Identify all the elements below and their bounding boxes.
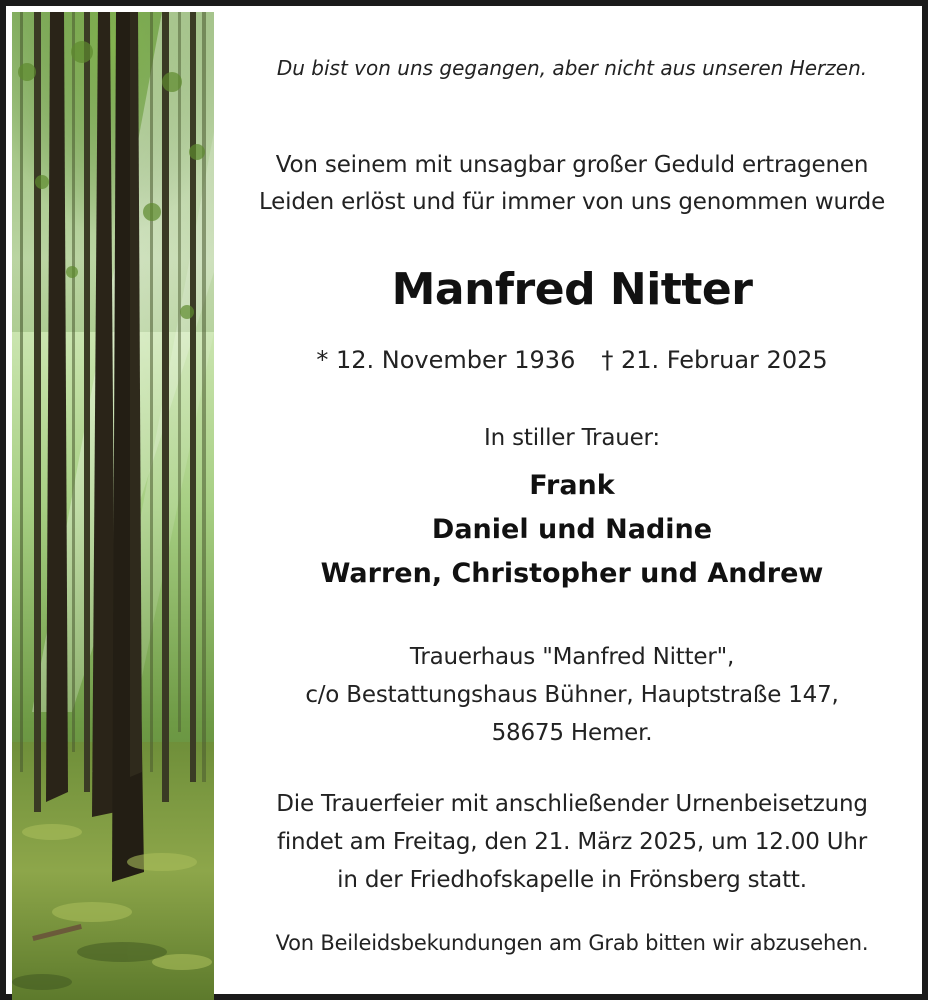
- mourner-name: Warren, Christopher und Andrew: [320, 558, 824, 589]
- intro-line-2: Leiden erlöst und für immer von uns genommen wurde: [258, 189, 886, 215]
- intro-line-1: Von seinem mit unsagbar großer Geduld ertragenen: [275, 152, 869, 178]
- mourner-name: Daniel und Nadine: [431, 514, 713, 545]
- service-line-3: in der Friedhofskapelle in Frönsberg statt.: [337, 867, 807, 893]
- deceased-name: Manfred Nitter: [391, 264, 753, 315]
- address-line-3: 58675 Hemer.: [491, 720, 653, 746]
- service-line-2: findet am Freitag, den 21. März 2025, um 12.00 Uhr: [276, 829, 868, 855]
- forest-illustration: [12, 12, 214, 1000]
- address-line-1: Trauerhaus "Manfred Nitter",: [409, 644, 735, 670]
- obituary-text: [216, 12, 928, 1000]
- address-line-2: c/o Bestattungshaus Bühner, Hauptstraße 147,: [305, 682, 839, 708]
- mourner-name: Frank: [529, 470, 615, 501]
- death-date: † 21. Februar 2025: [601, 346, 828, 374]
- epitaph-quote: Du bist von uns gegangen, aber nicht aus unseren Herzen.: [276, 56, 868, 80]
- birth-date: * 12. November 1936: [316, 346, 576, 374]
- service-line-1: Die Trauerfeier mit anschließender Urnenbeisetzung: [276, 791, 868, 817]
- mourners-heading: In stiller Trauer:: [484, 425, 660, 451]
- closing-note: Von Beileidsbekundungen am Grab bitten wir abzusehen.: [275, 931, 869, 955]
- forest-image: [12, 12, 214, 1000]
- life-dates: [216, 346, 928, 374]
